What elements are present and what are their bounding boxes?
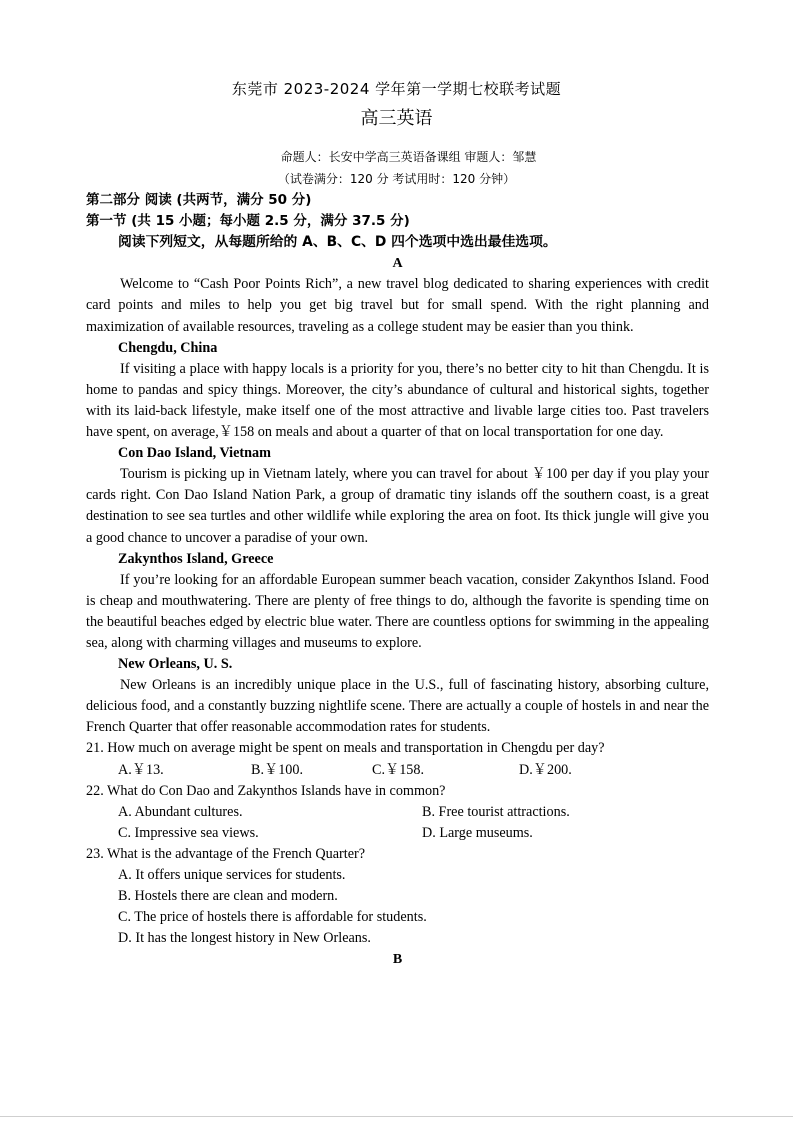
question-22-options-row2 [86, 823, 709, 844]
option-22-d[interactable]: D. Large museums. [422, 824, 533, 841]
option-21-b[interactable]: B.￥100. [251, 761, 304, 778]
section-text-chengdu: If visiting a place with happy locals is a priority for you, there’s no better city to hit than Chengdu. It is home to pandas and spicy things. Moreover, the city’s abundance of cultural and historical sights, together with its laid-back lifestyle, make itself one of the most attractive and livable large cities too. Past travelers have spent, on average,￥158 on meals and about a quarter of that on local transportation for one day. [86, 360, 709, 441]
section-text-zakynthos: If you’re looking for an affordable European summer beach vacation, consider Zakynthos Island. Food is cheap and mouthwatering. There are plenty of free things to do, although the favorite is spending time on the beautiful beaches edged by electric blue water. There are countless options for swimming in the appealing sea, along with charming villages and museums to explore. [86, 571, 709, 651]
section-text-condao: Tourism is picking up in Vietnam lately, where you can travel for about ￥100 per day if you play your cards right. Con Dao Island Nation Park, a group of dramatic tiny islands off the southern coast, is a great destination to see sea turtles and other wildlife while exploring the area on foot. Its thick jungle will give you a good chance to uncover a paradise of your own. [86, 466, 709, 546]
option-23-a[interactable]: A. It offers unique services for students. [118, 867, 346, 883]
option-23-b[interactable]: B. Hostels there are clean and modern. [118, 888, 338, 905]
subsection-heading: 第一节 (共 15 小题；每小题 2.5 分，满分 37.5 分) [86, 213, 410, 230]
option-21-d[interactable]: D.￥200. [519, 761, 572, 778]
question-22-options-row1 [86, 802, 709, 823]
option-22-c[interactable]: C. Impressive sea views. [118, 824, 259, 841]
option-23-c[interactable]: C. The price of hostels there is affordable for students. [118, 909, 427, 926]
passage-a-label: A [392, 256, 403, 272]
option-22-b[interactable]: B. Free tourist attractions. [422, 803, 570, 820]
section-heading-condao: Con Dao Island, Vietnam [118, 445, 271, 462]
option-23-d[interactable]: D. It has the longest history in New Orleans. [118, 930, 371, 947]
section-heading-zakynthos: Zakynthos Island, Greece [118, 550, 274, 567]
option-21-c[interactable]: C.￥158. [372, 761, 425, 778]
passage-a-intro: Welcome to “Cash Poor Points Rich”, a new travel blog dedicated to sharing experiences with credit card points and miles to help you get big travel but for small spend. With the right planning and maximization of available resources, traveling as a college student may be easier than you think. [86, 276, 709, 335]
exam-content [86, 190, 709, 970]
question-21-options [86, 760, 709, 781]
question-22: 22. What do Con Dao and Zakynthos Islands have in common? [86, 782, 446, 799]
page-bottom-rule [0, 1116, 793, 1117]
passage-b-label: B [392, 952, 403, 968]
setter-info: 命题人：长安中学高三英语备课组 审题人：邹慧 [280, 150, 537, 164]
instruction: 阅读下列短文，从每题所给的 A、B、C、D 四个选项中选出最佳选项。 [118, 234, 557, 251]
question-23: 23. What is the advantage of the French Quarter? [86, 845, 366, 862]
score-time-info: （试卷满分：120 分 考试用时：120 分钟） [277, 172, 516, 186]
option-21-a[interactable]: A.￥13. [118, 761, 164, 778]
exam-subtitle: 高三英语 [360, 108, 433, 129]
section-heading-chengdu: Chengdu, China [118, 339, 218, 356]
option-22-a[interactable]: A. Abundant cultures. [118, 803, 243, 820]
part-heading: 第二部分 阅读 (共两节，满分 50 分) [86, 192, 312, 208]
section-heading-new-orleans: New Orleans, U. S. [118, 656, 233, 673]
section-text-new-orleans: New Orleans is an incredibly unique place in the U.S., full of fascinating history, absorbing culture, delicious food, and a constantly buzzing nightlife scene. There are actually a couple of hostels in and near the French Quarter that offer reasonable accommodation rates for students. [86, 677, 709, 736]
exam-title: 东莞市 2023-2024 学年第一学期七校联考试题 [231, 80, 562, 98]
question-21: 21. How much on average might be spent on meals and transportation in Chengdu per day? [86, 740, 605, 757]
